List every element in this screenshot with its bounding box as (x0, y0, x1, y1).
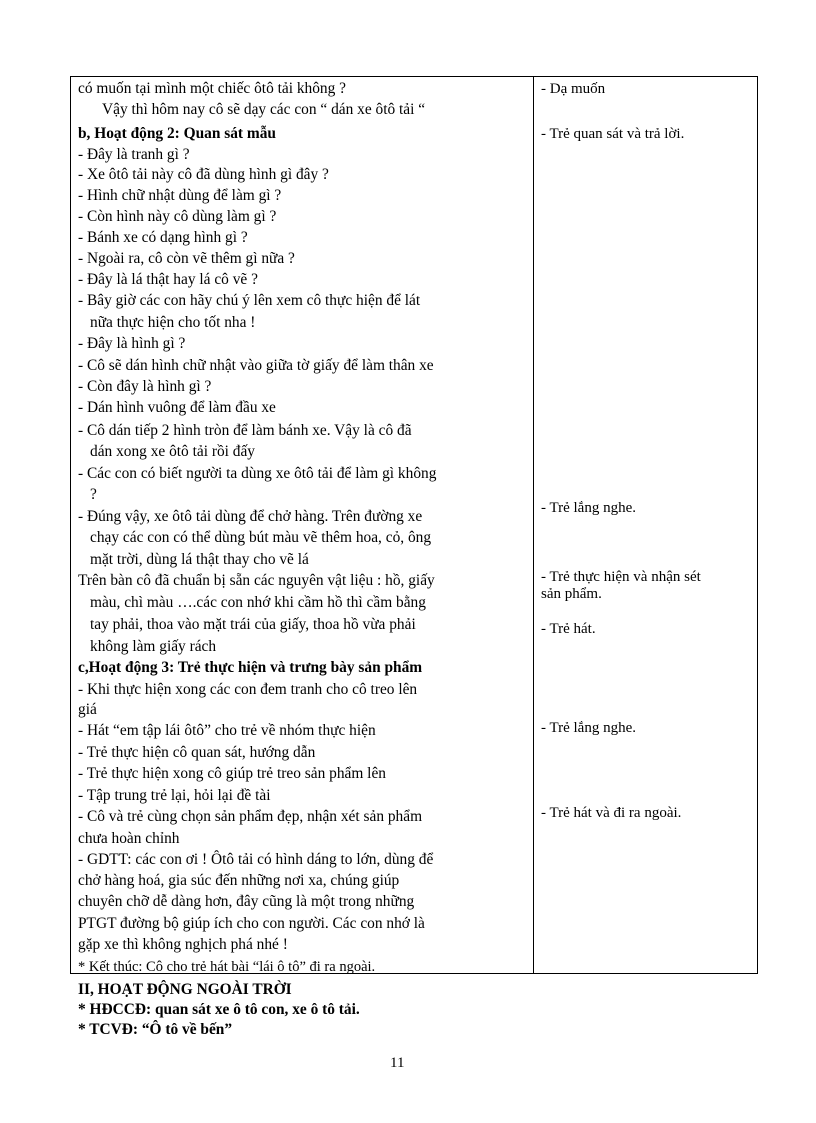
left-text-line: màu, chì màu ….các con nhớ khi cầm hồ thì cầm bằng (90, 594, 426, 611)
right-text-line: sản phẩm. (541, 586, 602, 602)
left-text-line: c,Hoạt động 3: Trẻ thực hiện và trưng bày sản phẩm (78, 659, 423, 676)
column-divider (533, 76, 534, 974)
right-text-line: - Trẻ quan sát và trả lời. (541, 126, 685, 142)
left-text-line: - Hình chữ nhật dùng để làm gì ? (78, 187, 282, 204)
left-text-line: - Đây là lá thật hay lá cô vẽ ? (78, 271, 258, 288)
left-text-line: - Ngoài ra, cô còn vẽ thêm gì nữa ? (78, 250, 295, 267)
left-text-line: - Còn hình này cô dùng làm gì ? (78, 208, 277, 225)
left-text-line: nữa thực hiện cho tốt nha ! (90, 314, 256, 331)
left-text-line: PTGT đường bộ giúp ích cho con người. Các con nhớ là (78, 915, 425, 932)
right-text-line: - Trẻ thực hiện và nhận sét (541, 569, 701, 585)
left-text-line: - Dán hình vuông để làm đầu xe (78, 399, 276, 416)
section-title: II, HOẠT ĐỘNG NGOÀI TRỜI (78, 981, 292, 998)
left-text-line: - Tập trung trẻ lại, hỏi lại đề tài (78, 787, 271, 804)
left-text-line: chở hàng hoá, gia súc đến những nơi xa, chúng giúp (78, 872, 400, 889)
left-text-line: - Còn đây là hình gì ? (78, 378, 212, 395)
left-text-line: mặt trời, dùng lá thật thay cho vẽ lá (90, 551, 309, 568)
left-text-line: - Đây là tranh gì ? (78, 146, 190, 163)
left-text-line: - Khi thực hiện xong các con đem tranh cho cô treo lên (78, 681, 418, 698)
left-text-line: Trên bàn cô đã chuẩn bị sẵn các nguyên vật liệu : hồ, giấy (78, 572, 435, 589)
left-text-line: - Bây giờ các con hãy chú ý lên xem cô thực hiện để lát (78, 292, 421, 309)
left-text-line: tay phải, thoa vào mặt trái của giấy, thoa hồ vừa phải (90, 616, 416, 633)
right-text-line: - Trẻ lắng nghe. (541, 500, 636, 516)
left-text-line: - Trẻ thực hiện xong cô giúp trẻ treo sản phẩm lên (78, 765, 386, 782)
left-text-line: chạy các con có thể dùng bút màu vẽ thêm hoa, cỏ, ông (90, 529, 432, 546)
left-text-line: chuyên chỡ dễ dàng hơn, đây cũng là một trong những (78, 893, 415, 910)
left-text-line: - Đây là hình gì ? (78, 335, 186, 352)
tcvd-line: * TCVĐ: “Ô tô về bến” (78, 1021, 233, 1038)
right-text-line: - Trẻ hát. (541, 621, 596, 637)
left-text-line: Vậy thì hôm nay cô sẽ dạy các con “ dán xe ôtô tải “ (102, 101, 426, 118)
left-text-line: - Cô và trẻ cùng chọn sản phẩm đẹp, nhận xét sản phẩm (78, 808, 423, 825)
left-text-line: - Cô sẽ dán hình chữ nhật vào giữa tờ giấy để làm thân xe (78, 357, 434, 374)
left-text-line: - Cô dán tiếp 2 hình tròn để làm bánh xe. Vậy là cô đã (78, 422, 412, 439)
left-text-line: - Các con có biết người ta dùng xe ôtô tải để làm gì không (78, 465, 437, 482)
right-text-line: - Trẻ hát và đi ra ngoài. (541, 805, 682, 821)
right-text-line: - Dạ muốn (541, 81, 606, 97)
left-text-line: - Bánh xe có dạng hình gì ? (78, 229, 248, 246)
left-text-line: dán xong xe ôtô tải rồi đấy (90, 443, 255, 460)
left-text-line: - Đúng vậy, xe ôtô tải dùng để chở hàng. Trên đường xe (78, 508, 423, 525)
page-number: 11 (390, 1055, 405, 1071)
hdccd-label: * HĐCCĐ: (78, 1001, 155, 1018)
left-text-line: chưa hoàn chỉnh (78, 830, 180, 847)
right-text-line: - Trẻ lắng nghe. (541, 720, 636, 736)
left-text-line: - Xe ôtô tải này cô đã dùng hình gì đây ? (78, 166, 329, 183)
left-text-line: * Kết thúc: Cô cho trẻ hát bài “lái ô tô” đi ra ngoài. (78, 959, 376, 975)
left-text-line: giá (78, 701, 97, 718)
left-text-line: - Trẻ thực hiện cô quan sát, hướng dẫn (78, 744, 316, 761)
left-text-line: có muốn tại mình một chiếc ôtô tải không ? (78, 80, 346, 97)
left-text-line: - GDTT: các con ơi ! Ôtô tải có hình dáng to lớn, dùng để (78, 851, 434, 868)
left-text-line: không làm giấy rách (90, 638, 217, 655)
left-text-line: ? (90, 486, 97, 503)
hdccd-line (78, 1000, 360, 1020)
left-text-line: - Hát “em tập lái ôtô” cho trẻ về nhóm thực hiện (78, 722, 376, 739)
left-text-line: b, Hoạt động 2: Quan sát mẫu (78, 125, 276, 142)
left-text-line: gặp xe thì không nghịch phá nhé ! (78, 936, 288, 953)
hdccd-text: quan sát xe ô tô con, xe ô tô tải. (154, 1001, 360, 1018)
